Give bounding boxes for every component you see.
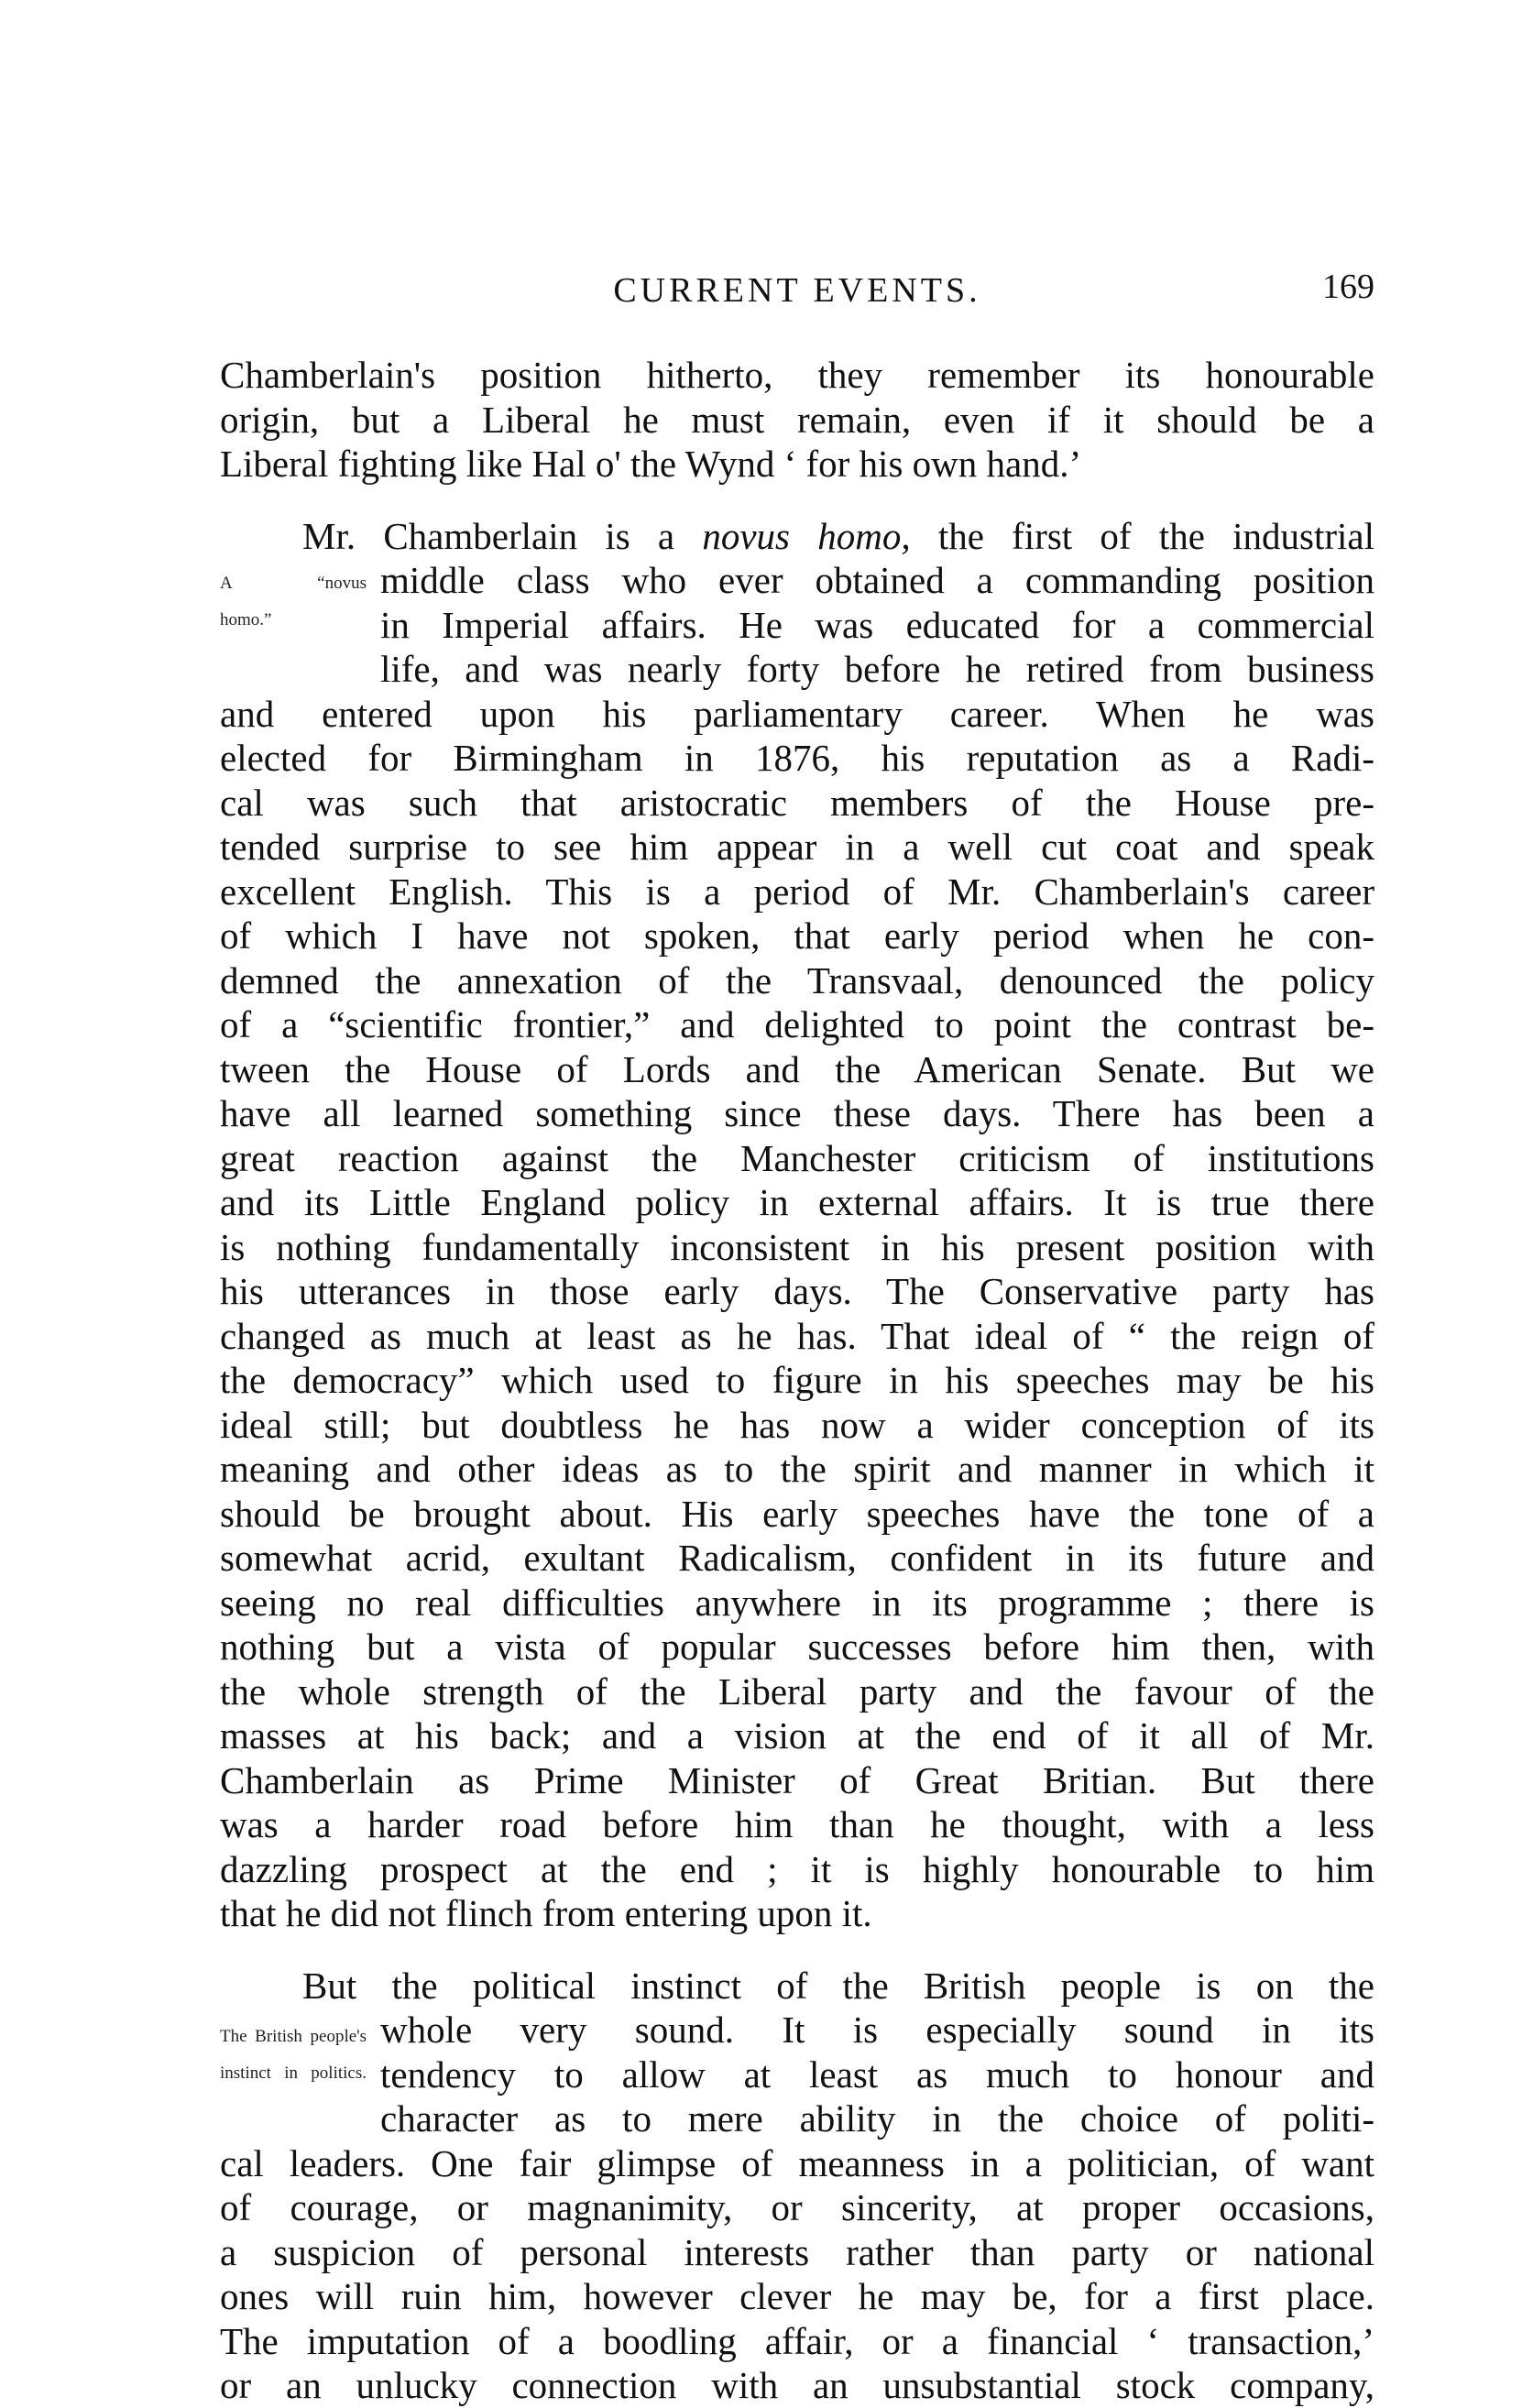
text-line: cal leaders. One fair glimpse of meanness in a politician, of want xyxy=(220,2141,1374,2184)
text-segment: the first of the industrial xyxy=(910,514,1374,557)
paragraph-3 xyxy=(220,1964,1374,2408)
text-line: a suspicion of personal interests rather than party or national xyxy=(220,2230,1374,2273)
italic-phrase: novus homo, xyxy=(702,514,911,557)
text-line: his utterances in those early days. The Conservative party has xyxy=(220,1270,1374,1312)
paragraph-2 xyxy=(220,514,1374,1936)
text-line: was a harder road before him than he thought, with a less xyxy=(220,1803,1374,1845)
text-line: the whole strength of the Liberal party and the favour of the xyxy=(220,1669,1374,1713)
text-line: tween the House of Lords and the American Senate. But we xyxy=(220,1047,1374,1090)
text-line: ones will ruin him, however clever he may be, for a first place. xyxy=(220,2275,1374,2317)
text-line: But the political instinct of the British people is on the xyxy=(302,1964,1374,2007)
marginal-note-line: instinct in politics. xyxy=(220,2063,367,2083)
text-line: Chamberlain as Prime Minister of Great Britian. But there xyxy=(220,1758,1374,1801)
text-line: and entered upon his parliamentary career. When he was xyxy=(220,692,1374,735)
text-line: of which I have not spoken, that early period when he con- xyxy=(220,914,1374,957)
text-line: demned the annexation of the Transvaal, denounced the policy xyxy=(220,958,1374,1002)
marginal-note-line: homo.” xyxy=(220,609,272,629)
text-line: cal was such that aristocratic members of the House pre- xyxy=(220,781,1374,824)
text-line: somewhat acrid, exultant Radicalism, confident in its future and xyxy=(220,1537,1374,1579)
running-head: CURRENT EVENTS. xyxy=(613,271,981,310)
text-line: character as to mere ability in the choice of politi- xyxy=(380,2097,1374,2140)
text-line: in Imperial affairs. He was educated for a commercial xyxy=(380,603,1374,646)
text-line: life, and was nearly forty before he retired from business xyxy=(380,648,1374,690)
text-line: origin, but a Liberal he must remain, even if it should be a xyxy=(220,398,1374,441)
text-line: ideal still; but doubtless he has now a wider conception of its xyxy=(220,1403,1374,1446)
text-line: or an unlucky connection with an unsubstantial stock company, xyxy=(220,2364,1374,2406)
text-line: elected for Birmingham in 1876, his reputation as a Radi- xyxy=(220,737,1374,779)
text-line: great reaction against the Manchester criticism of institutions xyxy=(220,1136,1374,1179)
text-line: Chamberlain's position hitherto, they remember its honourable xyxy=(220,354,1374,396)
text-line: is nothing fundamentally inconsistent in his present position with xyxy=(220,1225,1374,1268)
paragraph-1 xyxy=(220,353,1374,487)
text-line: tended surprise to see him appear in a well cut coat and speak xyxy=(220,826,1374,868)
page-header xyxy=(220,270,1374,325)
paragraph-gap xyxy=(220,1936,1374,1964)
text-line: dazzling prospect at the end ; it is highly honourable to him xyxy=(220,1847,1374,1890)
text-line: middle class who ever obtained a commanding position xyxy=(380,559,1374,601)
text-line: meaning and other ideas as to the spirit and manner in which it xyxy=(220,1448,1374,1490)
text-line: the democracy” which used to figure in his speeches may be his xyxy=(220,1359,1374,1401)
text-segment: Mr. Chamberlain is a xyxy=(302,514,703,557)
text-line: whole very sound. It is especially sound in its xyxy=(380,2008,1374,2051)
text-line: should be brought about. His early speeches have the tone of a xyxy=(220,1492,1374,1535)
text-line: that he did not flinch from entering upon it. xyxy=(220,1892,872,1934)
text-line xyxy=(220,514,1374,559)
marginal-note-line: The British people's xyxy=(220,2026,367,2046)
text-line: tendency to allow at least as much to honour and xyxy=(380,2052,1374,2096)
marginal-note-line: A “novus xyxy=(220,573,367,593)
text-line: and its Little England policy in external affairs. It is true there xyxy=(220,1181,1374,1223)
text-line: masses at his back; and a vision at the end of it all of Mr. xyxy=(220,1714,1374,1757)
text-line: changed as much at least as he has. That ideal of “ the reign of xyxy=(220,1314,1374,1357)
text-line: of courage, or magnanimity, or sincerity, at proper occasions, xyxy=(220,2186,1374,2228)
marginal-note xyxy=(220,2019,367,2092)
text-line: Liberal fighting like Hal o' the Wynd ‘ for his own hand.’ xyxy=(220,443,1082,485)
text-line: of a “scientific frontier,” and delighted to point the contrast be- xyxy=(220,1003,1374,1045)
text-line: have all learned something since these days. There has been a xyxy=(220,1092,1374,1134)
body-text xyxy=(220,353,1374,2408)
text-line: excellent English. This is a period of Mr. Chamberlain's career xyxy=(220,870,1374,913)
text-line: The imputation of a boodling affair, or a financial ‘ transaction,’ xyxy=(220,2319,1374,2362)
page-number: 169 xyxy=(1322,268,1374,306)
paragraph-gap xyxy=(220,487,1374,514)
marginal-note xyxy=(220,565,367,639)
text-line: seeing no real difficulties anywhere in its programme ; there is xyxy=(220,1581,1374,1624)
text-line: nothing but a vista of popular successes before him then, with xyxy=(220,1625,1374,1668)
